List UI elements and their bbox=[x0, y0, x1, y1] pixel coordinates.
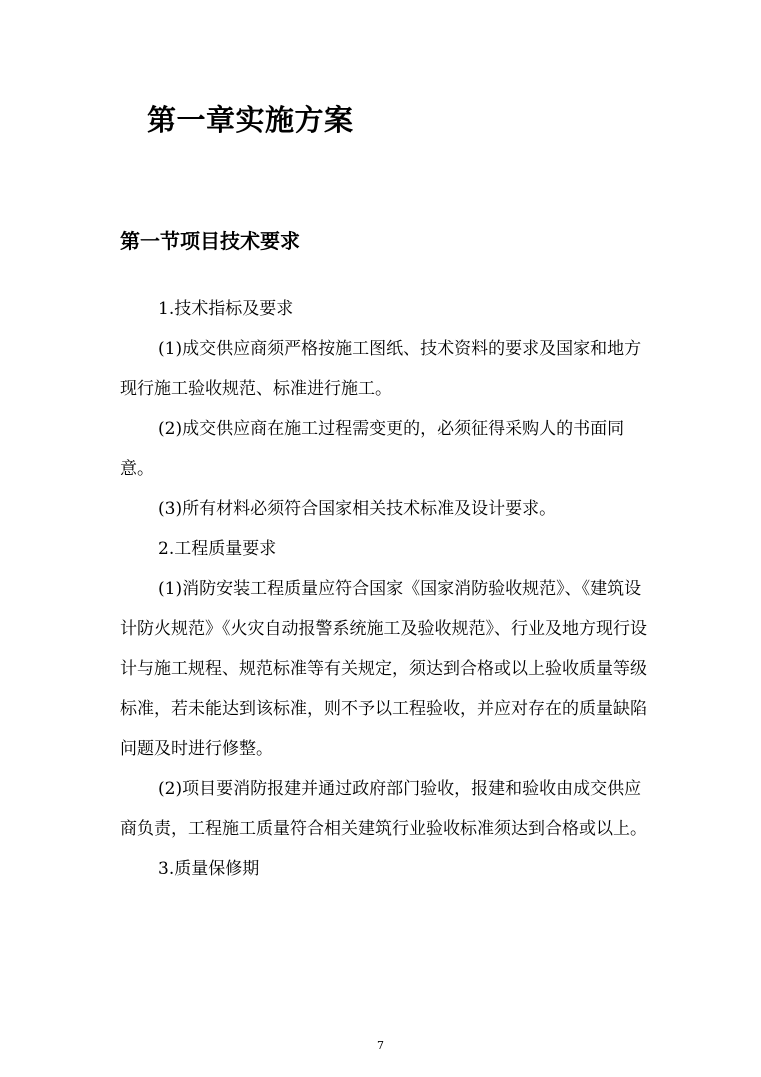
document-body bbox=[120, 289, 650, 889]
paragraph-1-1: (1)成交供应商须严格按施工图纸、技术资料的要求及国家和地方现行施工验收规范、标准进行施工。 bbox=[120, 339, 642, 399]
paragraph-2-heading: 2.工程质量要求 bbox=[158, 539, 277, 559]
paragraph-2-2: (2)项目要消防报建并通过政府部门验收，报建和验收由成交供应商负责，工程施工质量符合相关建筑行业验收标准须达到合格或以上。 bbox=[120, 779, 647, 839]
paragraph-2-1: (1)消防安装工程质量应符合国家《国家消防验收规范》、《建筑设计防火规范》《火灾自动报警系统施工及验收规范》、行业及地方现行设计与施工规程、规范标准等有关规定，须达到合格或以上验收质量等级标准，若未能达到该标准，则不予以工程验收，并应对存在的质量缺陷问题及时进行修整。 bbox=[120, 579, 647, 759]
page-number: 7 bbox=[377, 1039, 384, 1052]
paragraph-1-heading: 1.技术指标及要求 bbox=[158, 299, 294, 319]
paragraph-1-2: (2)成交供应商在施工过程需变更的，必须征得采购人的书面同意。 bbox=[120, 419, 625, 479]
section-title: 第一节项目技术要求 bbox=[120, 229, 300, 253]
paragraph-1-3: (3)所有材料必须符合国家相关技术标准及设计要求。 bbox=[158, 499, 557, 519]
chapter-title: 第一章实施方案 bbox=[147, 103, 354, 137]
paragraph-3-heading: 3.质量保修期 bbox=[158, 859, 260, 879]
